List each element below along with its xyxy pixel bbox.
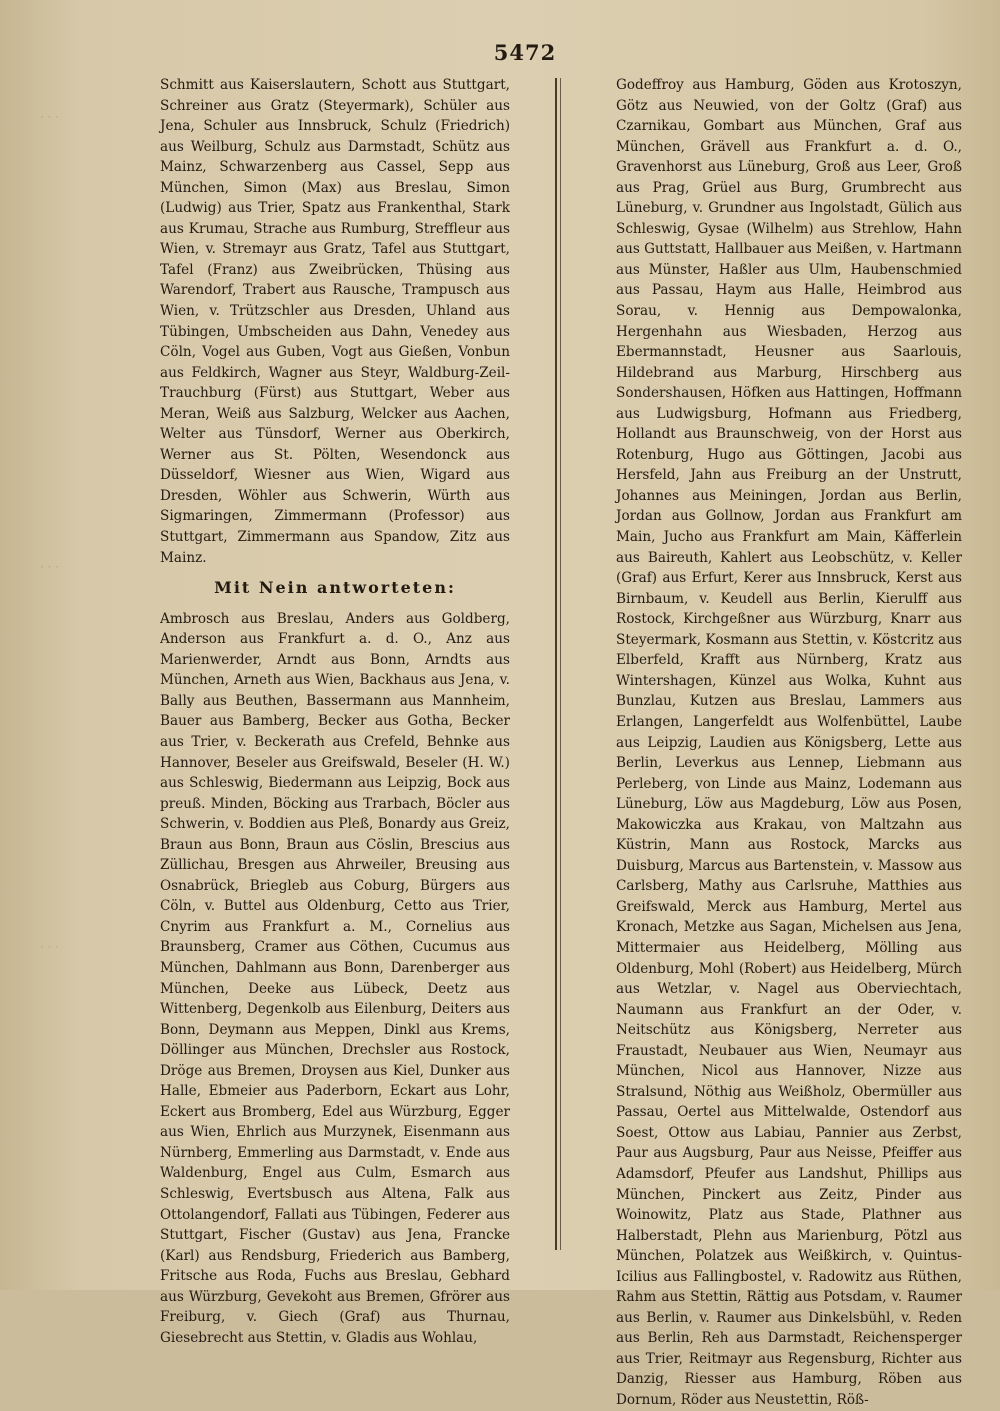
right-column	[616, 75, 963, 1408]
bleed-through-text: · · ·	[40, 560, 60, 574]
page-number: 5472	[493, 40, 557, 65]
list-item: Godeffroy aus Hamburg, Göden aus Krotoszyn, Götz aus Neuwied, von der Goltz (Graf) aus Czarnikau, Gombart aus München, Graf aus München, Grävell aus Frankfurt a. d. O., Gravenhorst aus Lüneburg, Groß aus Leer, Groß aus Prag, Grüel aus Burg, Grumbrecht aus Lüneburg, v. Grundner aus Ingolstadt, Gülich aus Schleswig, Gysae (Wilhelm) aus Strehlow, Hahn aus Guttstatt, Hallbauer aus Meißen, v. Hartmann aus Münster, Haßler aus Ulm, Haubenschmied aus Passau, Haym aus Halle, Heimbrod aus Sorau, v. Hennig aus Dempowalonka, Hergenhahn aus Wiesbaden, Herzog aus Ebermannstadt, Heusner aus Saarlouis, Hildebrand aus Marburg, Hirschberg aus Sondershausen, Höfken aus Hattingen, Hoffmann aus Ludwigsburg, Hofmann aus Friedberg, Hollandt aus Braunschweig, von der Horst aus Rotenburg, Hugo aus Göttingen, Jacobi aus Hersfeld, Jahn aus Freiburg an der Unstrutt, Johannes aus Meiningen, Jordan aus Berlin, Jordan aus Gollnow, Jordan aus Frankfurt am Main, Jucho aus Frankfurt am Main, Käfferlein aus Baireuth, Kahlert aus Leobschütz, v. Keller (Graf) aus Erfurt, Kerer aus Innsbruck, Kerst aus Birnbaum, v. Keudell aus Berlin, Kierulff aus Rostock, Kirchgeßner aus Würzburg, Knarr aus Steyermark, Kosmann aus Stettin, v. Köstcritz aus Elberfeld, Krafft aus Nürnberg, Kratz aus Wintershagen, Künzel aus Wolka, Kuhnt aus Bunzlau, Kutzen aus Breslau, Lammers aus Erlangen, Langerfeldt aus Wolfenbüttel, Laube aus Leipzig, Laudien aus Königsberg, Lette aus Berlin, Leverkus aus Lennep, Liebmann aus Perleberg, von Linde aus Mainz, Lodemann aus Lüneburg, Löw aus Magdeburg, Löw aus Posen, Makowiczka aus Krakau, von Maltzahn aus Küstrin, Mann aus Rostock, Marcks aus Duisburg, Marcus aus Bartenstein, v. Massow aus Carlsberg, Mathy aus Carlsruhe, Matthies aus Greifswald, Merck aus Hamburg, Mertel aus Kronach, Metzke aus Sagan, Michelsen aus Jena, Mittermaier aus Heidelberg, Mölling aus Oldenburg, Mohl (Robert) aus Heidelberg, Mürch aus Wetzlar, v. Nagel aus Oberviechtach, Naumann aus Frankfurt an der Oder, v. Neitschütz aus Königsberg, Nerreter aus Fraustadt, Neubauer aus Wien, Neumayr aus München, Nicol aus Hannover, Nizze aus Stralsund, Nöthig aus Weißholz, Obermüller aus Passau, Oertel aus Mittelwalde, Ostendorf aus Soest, Ottow aus Labiau, Pannier aus Zerbst, Paur aus Augsburg, Paur aus Neisse, Pfeiffer aus Adamsdorf, Pfeufer aus Landshut, Phillips aus München, Pinckert aus Zeitz, Pinder aus Woinowitz, Platz aus Stade, Plathner aus Halberstadt, Plehn aus Marienburg, Pötzl aus München, Polatzek aus Weißkirch, v. Quintus-Icilius aus Fallingbostel, v. Radowitz aus Rüthen, Rahm aus Stettin, Rättig aus Potsdam, v. Raumer aus Berlin, v. Raumer aus Dinkelsbühl, v. Reden aus Berlin, Reh aus Darmstadt, Reichensperger aus Trier, Reitmayr aus Regensburg, Richter aus Danzig, Riesser aus Hamburg, Röben aus Dornum, Röder aus Neustettin, Röß-	[616, 77, 963, 1408]
column-divider	[560, 78, 561, 1250]
column-divider	[555, 78, 557, 1250]
list-item: Ambrosch aus Breslau, Anders aus Goldberg, Anderson aus Frankfurt a. d. O., Anz aus Marienwerder, Arndt aus Bonn, Arndts aus München, Arneth aus Wien, Backhaus aus Jena, v. Bally aus Beuthen, Bassermann aus Mannheim, Bauer aus Bamberg, Becker aus Gotha, Becker aus Trier, v. Beckerath aus Crefeld, Behnke aus Hannover, Beseler aus Greifswald, Beseler (H. W.) aus Schleswig, Biedermann aus Leipzig, Bock aus preuß. Minden, Böcking aus Trarbach, Böcler aus Schwerin, v. Boddien aus Pleß, Bonardy aus Greiz, Braun aus Bonn, Braun aus Cöslin, Brescius aus Züllichau, Bresgen aus Ahrweiler, Breusing aus Osnabrück, Briegleb aus Coburg, Bürgers aus Cöln, v. Buttel aus Oldenburg, Cetto aus Trier, Cnyrim aus Frankfurt a. M., Cornelius aus Braunsberg, Cramer aus Cöthen, Cucumus aus München, Dahlmann aus Bonn, Darenberger aus München, Deeke aus Lübeck, Deetz aus Wittenberg, Degenkolb aus Eilenburg, Deiters aus Bonn, Deymann aus Meppen, Dinkl aus Krems, Döllinger aus München, Drechsler aus Rostock, Dröge aus Bremen, Droysen aus Kiel, Dunker aus Halle, Ebmeier aus Paderborn, Eckart aus Lohr, Eckert aus Bromberg, Edel aus Würzburg, Egger aus Wien, Ehrlich aus Murzynek, Eisenmann aus Nürnberg, Emmerling aus Darmstadt, v. Ende aus Waldenburg, Engel aus Culm, Esmarch aus Schleswig, Evertsbusch aus Altena, Falk aus Ottolangendorf, Fallati aus Tübingen, Federer aus Stuttgart, Fischer (Gustav) aus Jena, Francke (Karl) aus Rendsburg, Friederich aus Bamberg, Fritsche aus Roda, Fuchs aus Breslau, Gebhard aus Würzburg, Gevekoht aus Bremen, Gfrörer aus Freiburg, v. Giech (Graf) aus Thurnau, Giesebrecht aus Stettin, v. Gladis aus Wohlau,	[160, 610, 510, 1346]
section-heading: Mit Nein antworteten:	[214, 578, 456, 598]
left-column	[160, 75, 510, 1346]
bleed-through-text: · · ·	[40, 940, 60, 954]
bleed-through-text: · · ·	[40, 110, 60, 124]
list-item: Schmitt aus Kaiserslautern, Schott aus Stuttgart, Schreiner aus Gratz (Steyermark), Schüler aus Jena, Schuler aus Innsbruck, Schulz (Friedrich) aus Weilburg, Schulz aus Darmstadt, Schütz aus Mainz, Schwarzenberg aus Cassel, Sepp aus München, Simon (Max) aus Breslau, Simon (Ludwig) aus Trier, Spatz aus Frankenthal, Stark aus Krumau, Strache aus Rumburg, Streffleur aus Wien, v. Stremayr aus Gratz, Tafel aus Stuttgart, Tafel (Franz) aus Zweibrücken, Thüsing aus Warendorf, Trabert aus Rausche, Trampusch aus Wien, v. Trützschler aus Dresden, Uhland aus Tübingen, Umbscheiden aus Dahn, Venedey aus Cöln, Vogel aus Guben, Vogt aus Gießen, Vonbun aus Feldkirch, Wagner aus Steyr, Waldburg-Zeil-Trauchburg (Fürst) aus Stuttgart, Weber aus Meran, Weiß aus Salzburg, Welcker aus Aachen, Welter aus Tünsdorf, Werner aus Oberkirch, Werner aus St. Pölten, Wesendonck aus Düsseldorf, Wiesner aus Wien, Wigard aus Dresden, Wöhler aus Schwerin, Würth aus Sigmaringen, Zimmermann (Professor) aus Stuttgart, Zimmermann aus Spandow, Zitz aus Mainz.	[160, 77, 510, 566]
